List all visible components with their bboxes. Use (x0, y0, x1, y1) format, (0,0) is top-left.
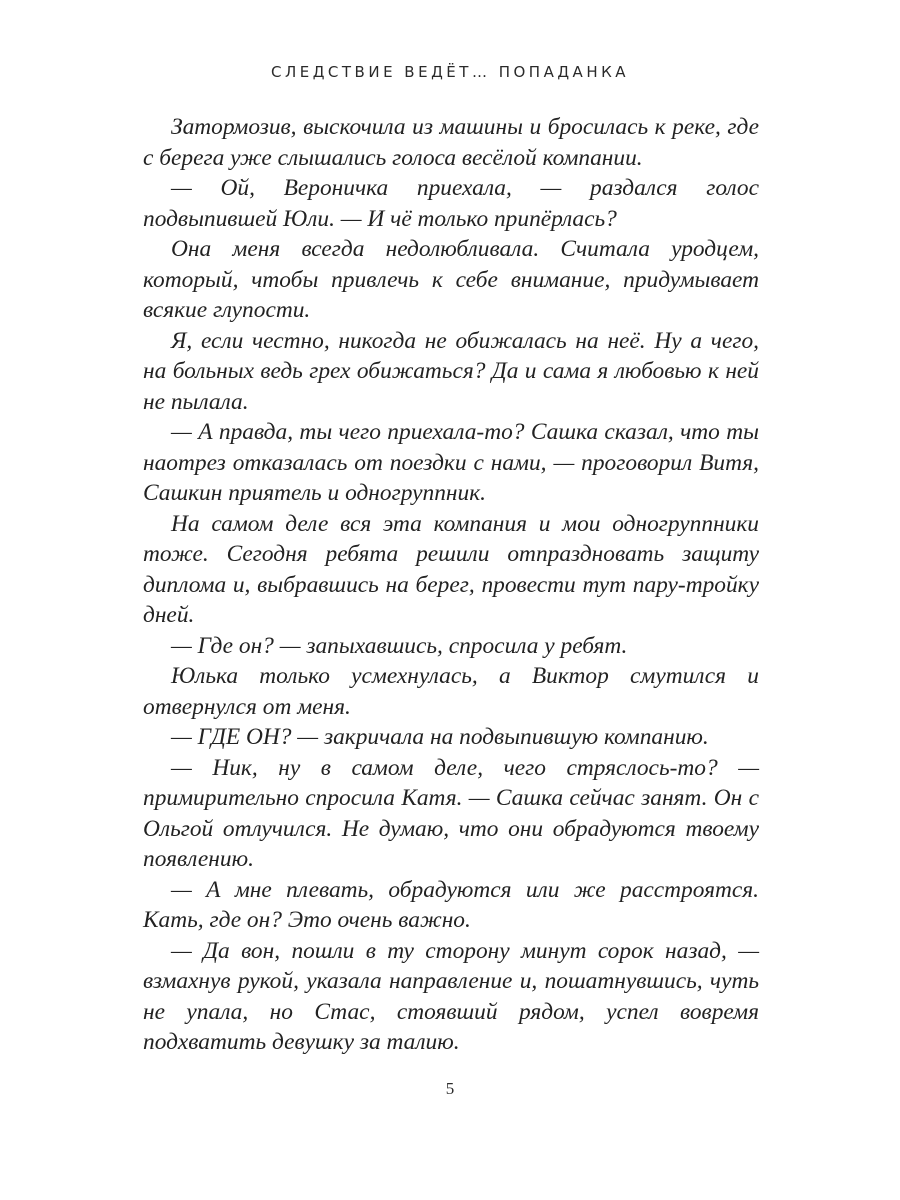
paragraph: На самом деле вся эта компания и мои одногруппники тоже. Сегодня ребята решили отпраздновать защиту диплома и, выбравшись на берег, провести тут пару-тройку дней. (143, 510, 759, 628)
body-text (143, 112, 759, 1058)
paragraph: — Да вон, пошли в ту сторону минут сорок назад, — взмахнув рукой, указала направление и, пошатнувшись, чуть не упала, но Стас, стоявший рядом, успел вовремя подхватить девушку за талию. (143, 937, 759, 1055)
paragraph: Она меня всегда недолюбливала. Считала уродцем, который, чтобы привлечь к себе внимание, придумывает всякие глупости. (143, 236, 759, 323)
paragraph: Юлька только усмехнулась, а Виктор смутился и отвернулся от меня. (143, 663, 759, 720)
running-header: СЛЕДСТВИЕ ВЕДЁТ… ПОПАДАНКА (270, 63, 630, 81)
page-number: 5 (445, 1079, 455, 1098)
paragraph: Затормозив, выскочила из машины и бросилась к реке, где с берега уже слышались голоса весёлой компании. (143, 114, 759, 171)
paragraph: — ГДЕ ОН? — закричала на подвыпившую компанию. (171, 724, 709, 750)
paragraph: — Ой, Вероничка приехала, — раздался голос подвыпившей Юли. — И чё только припёрлась? (143, 175, 759, 232)
paragraph: — А правда, ты чего приехала-то? Сашка сказал, что ты наотрез отказалась от поездки с нами, — проговорил Витя, Сашкин приятель и одногруппник. (143, 419, 759, 506)
paragraph: — Ник, ну в самом деле, чего стряслось-то? — примирительно спросила Катя. — Сашка сейчас занят. Он с Ольгой отлучился. Не думаю, что они обрадуются твоему появлению. (143, 754, 759, 872)
paragraph: — А мне плевать, обрадуются или же расстроятся. Кать, где он? Это очень важно. (143, 876, 759, 933)
paragraph: — Где он? — запыхавшись, спросила у ребят. (171, 632, 628, 659)
paragraph: Я, если честно, никогда не обижалась на неё. Ну а чего, на больных ведь грех обижаться? Да и сама я любовью к ней не пылала. (143, 327, 759, 415)
